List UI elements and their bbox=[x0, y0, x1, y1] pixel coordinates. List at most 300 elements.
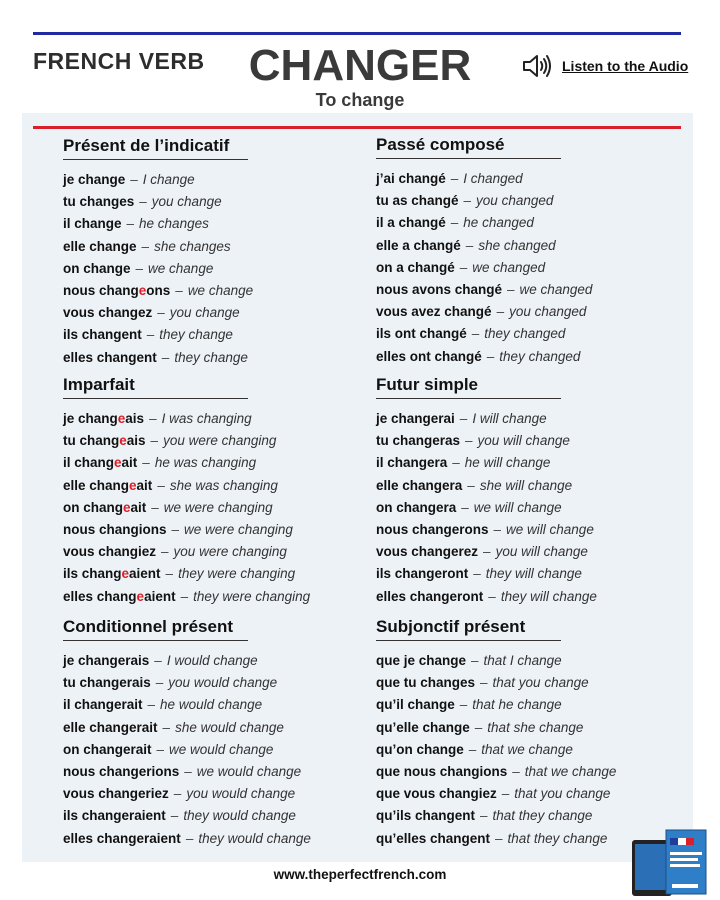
english-translation: they change bbox=[159, 327, 233, 343]
french-form bbox=[376, 282, 502, 297]
english-translation: you changed bbox=[476, 193, 554, 209]
english-translation: we will change bbox=[473, 499, 562, 515]
french-form-part: qu’on change bbox=[376, 741, 464, 757]
french-form-part: elles changeraient bbox=[63, 830, 181, 846]
listen-audio-link[interactable]: Listen to the Audio bbox=[562, 58, 689, 74]
conjugation-list bbox=[63, 169, 363, 369]
french-form-part: qu’il change bbox=[376, 697, 455, 713]
french-form-part: elle a changé bbox=[376, 237, 461, 253]
conjugation-row bbox=[63, 191, 363, 213]
french-form-part: il a changé bbox=[376, 215, 446, 231]
french-form bbox=[63, 216, 122, 231]
conjugation-row bbox=[63, 739, 363, 761]
conjugation-row bbox=[63, 541, 363, 563]
separator-dash: – bbox=[150, 433, 159, 449]
french-form-part: vous avez changé bbox=[376, 304, 492, 320]
english-translation: we changed bbox=[472, 259, 546, 275]
french-form-part: nous changerons bbox=[376, 521, 489, 537]
french-form-part: qu’elles changent bbox=[376, 830, 491, 846]
french-form-part: je chang bbox=[63, 411, 118, 426]
french-form bbox=[376, 304, 492, 319]
french-form-part: vous changiez bbox=[63, 544, 157, 560]
separator-dash: – bbox=[461, 499, 469, 515]
conjugation-row bbox=[376, 346, 676, 368]
french-form bbox=[376, 544, 478, 559]
french-form bbox=[376, 808, 475, 823]
french-form-part: j’ai changé bbox=[376, 171, 446, 186]
english-translation: that they change bbox=[492, 808, 593, 824]
separator-dash: – bbox=[130, 172, 138, 187]
french-form bbox=[376, 326, 467, 341]
french-form bbox=[63, 831, 181, 846]
conjugation-list bbox=[376, 408, 676, 608]
separator-dash: – bbox=[147, 697, 156, 713]
separator-dash: – bbox=[512, 763, 520, 779]
french-form bbox=[376, 653, 466, 668]
french-form-part: ils changent bbox=[63, 327, 142, 343]
english-translation: she will change bbox=[479, 477, 573, 493]
conjugation-row bbox=[63, 169, 363, 191]
separator-dash: – bbox=[175, 282, 183, 298]
separator-dash: – bbox=[501, 786, 510, 802]
french-form bbox=[63, 455, 137, 470]
section-passe-compose bbox=[376, 135, 676, 368]
english-translation: we change bbox=[187, 282, 254, 298]
french-form-part: elle changerait bbox=[63, 719, 158, 735]
highlight-letter: e bbox=[138, 282, 147, 298]
french-form-part: nous changions bbox=[63, 521, 167, 537]
conjugation-row bbox=[376, 828, 676, 850]
verb-label: FRENCH VERB bbox=[33, 48, 205, 74]
separator-dash: – bbox=[463, 193, 472, 209]
conjugation-row bbox=[376, 323, 676, 345]
separator-dash: – bbox=[155, 675, 164, 691]
english-translation: I changed bbox=[463, 171, 523, 186]
french-form-part: que vous changiez bbox=[376, 786, 497, 802]
top-blue-rule bbox=[33, 32, 681, 35]
french-form-part: elles chang bbox=[63, 588, 137, 604]
separator-dash: – bbox=[161, 349, 170, 365]
english-translation: they would change bbox=[198, 830, 311, 846]
conjugation-row bbox=[63, 717, 363, 739]
french-form bbox=[63, 808, 166, 823]
conjugation-row bbox=[376, 279, 676, 301]
french-form bbox=[63, 500, 146, 515]
section-futur bbox=[376, 375, 676, 608]
french-form-part: ils chang bbox=[63, 566, 122, 582]
section-title: Futur simple bbox=[376, 375, 561, 399]
english-translation: I was changing bbox=[161, 411, 252, 426]
french-form-part: que nous changions bbox=[376, 763, 508, 779]
french-form bbox=[376, 675, 475, 690]
conjugation-row bbox=[376, 475, 676, 497]
french-form-part: je changerai bbox=[376, 411, 455, 426]
separator-dash: – bbox=[173, 786, 182, 802]
conjugation-row bbox=[63, 519, 363, 541]
french-form bbox=[376, 786, 497, 801]
section-subjonctif bbox=[376, 617, 676, 850]
conjugation-row bbox=[376, 650, 676, 672]
french-form-part: tu changerais bbox=[63, 675, 151, 691]
separator-dash: – bbox=[162, 719, 171, 735]
conjugation-row bbox=[63, 475, 363, 497]
french-form bbox=[63, 544, 156, 559]
separator-dash: – bbox=[507, 281, 515, 297]
english-translation: he changed bbox=[463, 215, 534, 231]
french-form-part: qu’elle change bbox=[376, 719, 470, 735]
separator-dash: – bbox=[483, 544, 491, 560]
separator-dash: – bbox=[161, 544, 169, 560]
french-form bbox=[63, 283, 170, 298]
english-translation: you changed bbox=[509, 304, 587, 320]
separator-dash: – bbox=[486, 348, 495, 364]
french-form-part: vous changerez bbox=[376, 544, 479, 560]
french-form bbox=[63, 764, 179, 779]
separator-dash: – bbox=[480, 675, 488, 691]
conjugation-row bbox=[376, 717, 676, 739]
conjugation-row bbox=[376, 212, 676, 234]
section-imparfait bbox=[63, 375, 363, 608]
separator-dash: – bbox=[467, 477, 475, 493]
french-form-part: il change bbox=[63, 216, 122, 232]
english-translation: that she change bbox=[487, 719, 584, 735]
french-form-part: on chang bbox=[63, 499, 123, 515]
english-translation: that we change bbox=[524, 763, 617, 779]
english-translation: that he change bbox=[472, 697, 562, 713]
conjugation-row bbox=[63, 408, 363, 430]
english-translation: we were changing bbox=[163, 499, 273, 515]
french-form-part: elle changera bbox=[376, 477, 463, 493]
conjugation-row bbox=[63, 672, 363, 694]
conjugation-row bbox=[63, 586, 363, 608]
english-translation: they changed bbox=[499, 348, 581, 364]
french-form bbox=[63, 261, 131, 276]
english-translation: he will change bbox=[464, 455, 551, 471]
separator-dash: – bbox=[496, 304, 505, 320]
french-form bbox=[63, 350, 157, 365]
english-translation: that you change bbox=[514, 786, 611, 802]
english-translation: we would change bbox=[169, 741, 274, 757]
separator-dash: – bbox=[459, 259, 468, 275]
french-form-part: on change bbox=[63, 260, 131, 276]
highlight-letter: e bbox=[129, 477, 137, 493]
speaker-icon[interactable] bbox=[522, 52, 552, 80]
conjugation-row bbox=[376, 739, 676, 761]
conjugation-row bbox=[376, 190, 676, 212]
french-form-part: ait bbox=[121, 455, 138, 471]
french-form-part: aient bbox=[144, 588, 176, 604]
conjugation-row bbox=[63, 302, 363, 324]
english-translation: he would change bbox=[160, 697, 263, 713]
english-translation: we change bbox=[148, 260, 214, 276]
english-translation: she changes bbox=[154, 238, 231, 254]
separator-dash: – bbox=[488, 588, 496, 604]
french-form bbox=[376, 697, 455, 712]
french-form bbox=[63, 305, 152, 320]
separator-dash: – bbox=[170, 808, 179, 824]
french-form bbox=[376, 522, 489, 537]
french-form bbox=[376, 500, 456, 515]
conjugation-row bbox=[63, 761, 363, 783]
english-translation: I would change bbox=[166, 653, 258, 668]
section-title: Passé composé bbox=[376, 135, 561, 159]
separator-dash: – bbox=[157, 305, 165, 321]
separator-dash: – bbox=[171, 521, 180, 537]
conjugation-row bbox=[376, 672, 676, 694]
separator-dash: – bbox=[452, 455, 460, 471]
conjugation-row bbox=[63, 236, 363, 258]
conjugation-row bbox=[63, 258, 363, 280]
french-form bbox=[63, 720, 158, 735]
french-form-part: elles ont changé bbox=[376, 348, 482, 364]
separator-dash: – bbox=[480, 808, 488, 824]
french-form-part: il changerait bbox=[63, 697, 143, 713]
conjugation-list bbox=[376, 168, 676, 368]
separator-dash: – bbox=[459, 411, 468, 426]
english-translation: I will change bbox=[472, 411, 547, 426]
french-form bbox=[63, 433, 146, 448]
conjugation-row bbox=[63, 650, 363, 672]
section-title: Conditionnel présent bbox=[63, 617, 248, 641]
conjugation-row bbox=[376, 497, 676, 519]
french-form-part: nous avons changé bbox=[376, 281, 503, 297]
french-form-part: nous changerions bbox=[63, 763, 180, 779]
french-form bbox=[376, 455, 447, 470]
separator-dash: – bbox=[495, 830, 503, 846]
french-form-part: on changera bbox=[376, 499, 457, 515]
separator-dash: – bbox=[146, 327, 155, 343]
conjugation-row bbox=[63, 694, 363, 716]
conjugation-row bbox=[376, 519, 676, 541]
separator-dash: – bbox=[151, 499, 159, 515]
french-form-part: elles changeront bbox=[376, 588, 484, 604]
french-form-part: ait bbox=[130, 499, 147, 515]
english-translation: we would change bbox=[196, 763, 302, 779]
french-form bbox=[63, 172, 125, 187]
conjugation-row bbox=[376, 257, 676, 279]
english-translation: that you change bbox=[492, 675, 589, 691]
separator-dash: – bbox=[465, 237, 474, 253]
page-title: CHANGER bbox=[248, 41, 472, 90]
conjugation-row bbox=[63, 324, 363, 346]
french-form-part: aient bbox=[129, 566, 161, 582]
french-form-part: elle chang bbox=[63, 477, 130, 493]
separator-dash: – bbox=[473, 566, 481, 582]
english-translation: that I change bbox=[483, 653, 562, 668]
english-translation: they would change bbox=[183, 808, 296, 824]
french-form-part: je change bbox=[63, 172, 126, 187]
highlight-letter: e bbox=[121, 566, 130, 582]
english-translation: you change bbox=[169, 305, 240, 321]
separator-dash: – bbox=[154, 653, 162, 668]
french-form-part: il chang bbox=[63, 455, 115, 471]
section-title: Imparfait bbox=[63, 375, 248, 399]
english-translation: I change bbox=[142, 172, 195, 187]
english-translation: we will change bbox=[506, 521, 594, 537]
conjugation-row bbox=[63, 452, 363, 474]
separator-dash: – bbox=[450, 215, 459, 231]
french-form bbox=[63, 194, 134, 209]
french-form-part: elle change bbox=[63, 238, 137, 254]
french-form-part: ons bbox=[146, 282, 171, 298]
section-conditionnel bbox=[63, 617, 363, 850]
conjugation-row bbox=[63, 805, 363, 827]
english-translation: they were changing bbox=[178, 566, 296, 582]
english-translation: we changed bbox=[519, 281, 593, 297]
separator-dash: – bbox=[471, 653, 479, 668]
french-form bbox=[376, 764, 507, 779]
french-form-part: on a changé bbox=[376, 259, 455, 275]
french-form-part: vous changeriez bbox=[63, 786, 169, 802]
french-form bbox=[63, 786, 169, 801]
highlight-letter: e bbox=[119, 433, 127, 449]
french-form bbox=[63, 675, 151, 690]
section-present bbox=[63, 136, 363, 369]
conjugation-list bbox=[376, 650, 676, 850]
conjugation-row bbox=[63, 497, 363, 519]
section-title: Présent de l’indicatif bbox=[63, 136, 248, 160]
conjugation-row bbox=[63, 563, 363, 585]
conjugation-row bbox=[376, 805, 676, 827]
conjugation-row bbox=[63, 828, 363, 850]
french-form bbox=[376, 260, 455, 275]
conjugation-row bbox=[63, 347, 363, 369]
french-form-part: il changera bbox=[376, 455, 448, 471]
separator-dash: – bbox=[184, 763, 192, 779]
english-translation: they will change bbox=[485, 566, 582, 582]
french-form bbox=[63, 411, 144, 426]
french-form bbox=[376, 433, 460, 448]
separator-dash: – bbox=[141, 238, 150, 254]
french-form-part: on changerait bbox=[63, 741, 152, 757]
french-form bbox=[63, 566, 161, 581]
french-form bbox=[63, 522, 167, 537]
conjugation-row bbox=[376, 563, 676, 585]
conjugation-row bbox=[376, 783, 676, 805]
separator-dash: – bbox=[450, 171, 459, 186]
separator-dash: – bbox=[156, 741, 165, 757]
conjugation-row bbox=[376, 235, 676, 257]
french-form bbox=[376, 566, 468, 581]
separator-dash: – bbox=[468, 741, 477, 757]
highlight-letter: e bbox=[117, 411, 126, 426]
english-translation: you would change bbox=[186, 786, 296, 802]
french-form bbox=[63, 697, 143, 712]
english-translation: that they change bbox=[507, 830, 608, 846]
french-form-part: vous changez bbox=[63, 305, 153, 321]
conjugation-row bbox=[376, 694, 676, 716]
french-form bbox=[376, 478, 462, 493]
section-title: Subjonctif présent bbox=[376, 617, 561, 641]
separator-dash: – bbox=[465, 433, 473, 449]
english-translation: they will change bbox=[500, 588, 597, 604]
book-cover-icon bbox=[632, 828, 710, 898]
conjugation-list bbox=[63, 408, 363, 608]
french-form bbox=[376, 411, 455, 426]
separator-dash: – bbox=[135, 260, 144, 276]
english-translation: he was changing bbox=[154, 455, 257, 471]
french-form-part: je changerais bbox=[63, 653, 150, 668]
english-translation: you change bbox=[151, 194, 222, 210]
french-form-part: nous chang bbox=[63, 282, 139, 298]
french-form bbox=[376, 171, 446, 186]
verb-translation: To change bbox=[315, 90, 405, 110]
french-form bbox=[376, 742, 464, 757]
highlight-letter: e bbox=[123, 499, 131, 515]
french-form-part: que tu changes bbox=[376, 675, 476, 691]
conjugation-row bbox=[376, 430, 676, 452]
highlight-letter: e bbox=[136, 588, 145, 604]
english-translation: she was changing bbox=[169, 477, 278, 493]
conjugation-row bbox=[376, 408, 676, 430]
french-form-part: que je change bbox=[376, 653, 467, 668]
french-form bbox=[63, 478, 152, 493]
french-form bbox=[376, 831, 490, 846]
french-form bbox=[376, 720, 470, 735]
separator-dash: – bbox=[157, 477, 165, 493]
footer-url: www.theperfectfrench.com bbox=[273, 867, 447, 882]
red-rule bbox=[33, 126, 681, 129]
french-form bbox=[376, 193, 459, 208]
french-form bbox=[376, 349, 482, 364]
english-translation: she changed bbox=[478, 237, 556, 253]
separator-dash: – bbox=[459, 697, 468, 713]
conjugation-row bbox=[376, 586, 676, 608]
english-translation: you will change bbox=[495, 544, 588, 560]
english-translation: you were changing bbox=[163, 433, 277, 449]
french-form-part: tu chang bbox=[63, 433, 120, 449]
french-form bbox=[63, 653, 149, 668]
french-form-part: ait bbox=[136, 477, 153, 493]
french-form-part: tu as changé bbox=[376, 193, 459, 209]
separator-dash: – bbox=[493, 521, 502, 537]
french-form bbox=[376, 215, 446, 230]
separator-dash: – bbox=[165, 566, 174, 582]
english-translation: you would change bbox=[168, 675, 278, 691]
french-form bbox=[63, 589, 176, 604]
conjugation-row bbox=[63, 783, 363, 805]
audio-control[interactable] bbox=[522, 52, 688, 80]
english-translation: they were changing bbox=[193, 588, 311, 604]
english-translation: we were changing bbox=[184, 521, 293, 537]
conjugation-row bbox=[63, 213, 363, 235]
separator-dash: – bbox=[142, 455, 150, 471]
french-form-part: ils changeront bbox=[376, 566, 469, 582]
french-form-part: ais bbox=[126, 433, 146, 449]
separator-dash: – bbox=[474, 719, 483, 735]
conjugation-row bbox=[376, 168, 676, 190]
english-translation: they changed bbox=[484, 326, 566, 342]
french-form bbox=[63, 327, 142, 342]
french-form bbox=[63, 742, 152, 757]
conjugation-row bbox=[376, 452, 676, 474]
french-form-part: ils changeraient bbox=[63, 808, 166, 824]
french-form bbox=[376, 238, 461, 253]
english-translation: they change bbox=[174, 349, 248, 365]
separator-dash: – bbox=[139, 194, 147, 210]
french-form-part: tu changeras bbox=[376, 433, 461, 449]
conjugation-row bbox=[376, 761, 676, 783]
conjugation-list bbox=[63, 650, 363, 850]
french-form-part: ais bbox=[125, 411, 145, 426]
highlight-letter: e bbox=[114, 455, 122, 471]
separator-dash: – bbox=[180, 588, 189, 604]
separator-dash: – bbox=[185, 830, 194, 846]
french-form-part: tu changes bbox=[63, 194, 135, 210]
conjugation-row bbox=[376, 301, 676, 323]
conjugation-row bbox=[63, 430, 363, 452]
english-translation: you were changing bbox=[173, 544, 287, 560]
